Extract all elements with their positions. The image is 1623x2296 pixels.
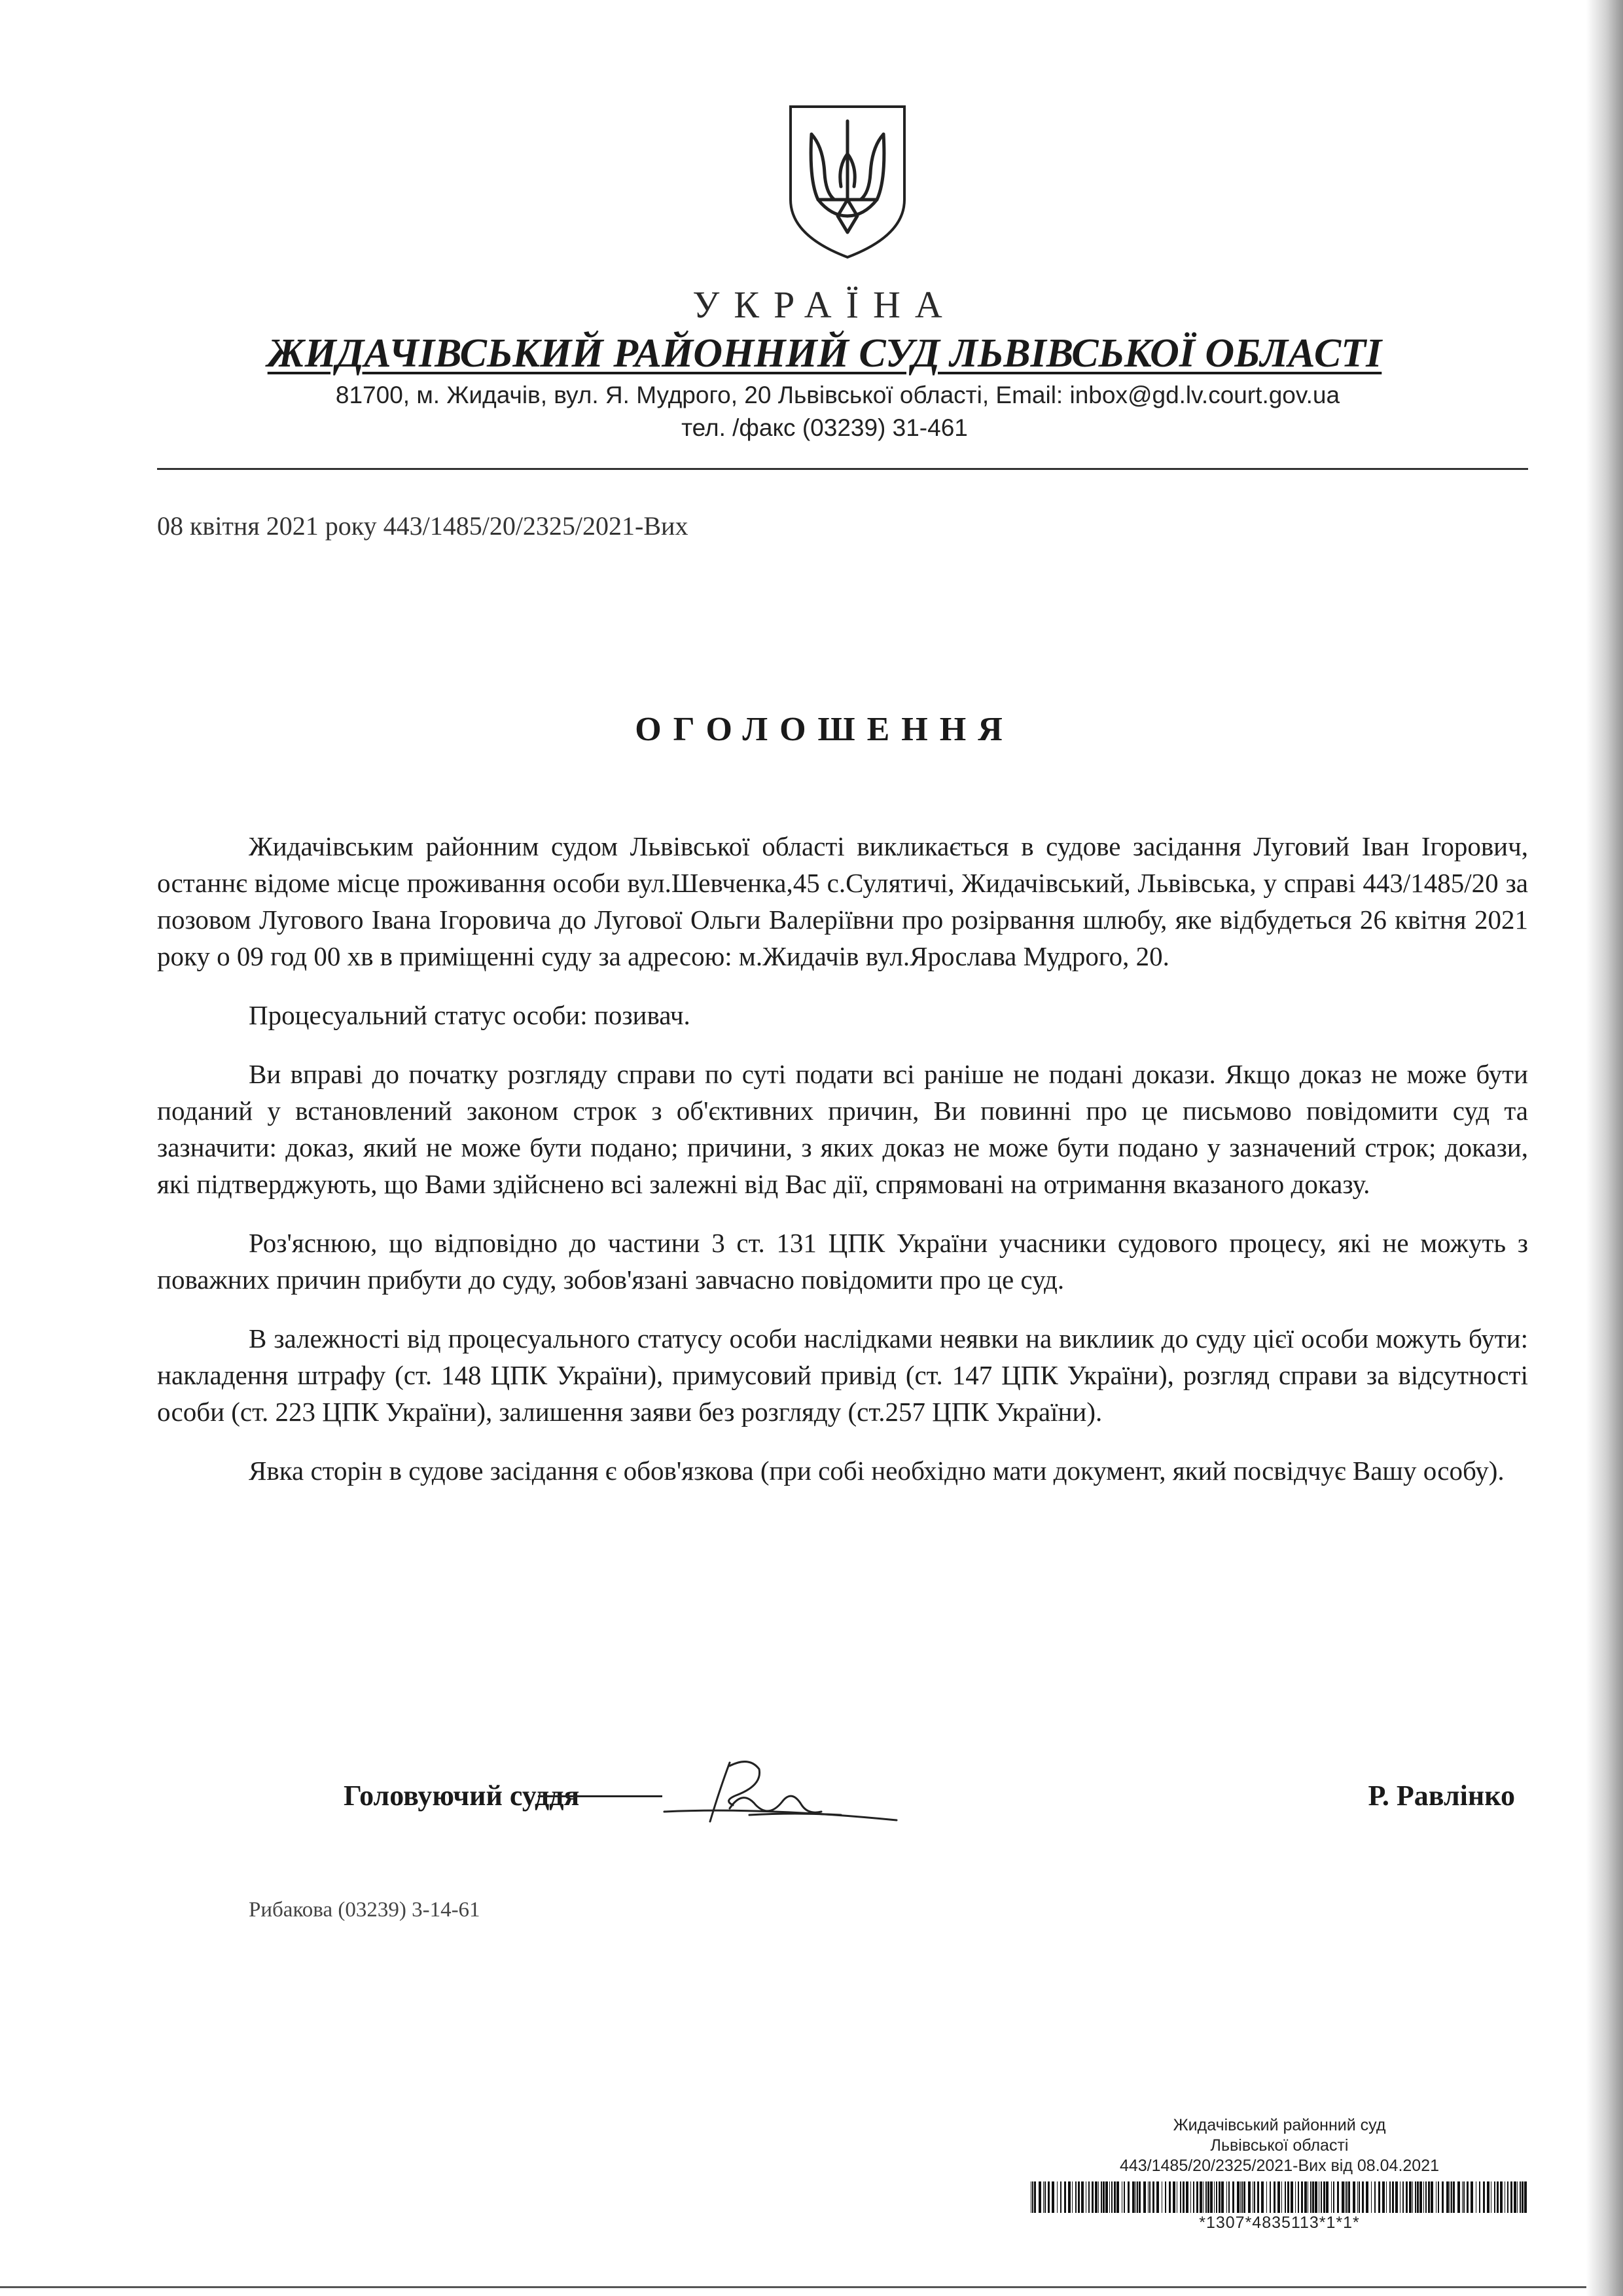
barcode-bar: [1353, 2181, 1355, 2213]
barcode-bar: [1479, 2181, 1480, 2213]
barcode-bar: [1315, 2181, 1317, 2213]
barcode-bar: [1169, 2181, 1171, 2213]
paragraph-consequences: В залежності від процесуального статусу особи наслідками неявки на виклиик до суду цієї особи можуть бути: накладення штрафу (ст. 148 ЦПК України), примусовий привід (ст. 147 ЦПК України), розгляд справи за відсутності особи (ст. 223 ЦПК України), залишення заяви без розгляду (ст.257 ЦПК України).: [157, 1323, 1528, 1427]
barcode-bar: [1088, 2181, 1090, 2213]
court-address: 81700, м. Жидачів, вул. Я. Мудрого, 20 Львівської області, Email: inbox@gd.lv.court.gov.ua: [335, 382, 1340, 408]
barcode-bar: [1337, 2181, 1339, 2213]
barcode-bar: [1210, 2181, 1213, 2213]
barcode-bar: [1494, 2181, 1495, 2213]
barcode-bar: [1374, 2181, 1376, 2213]
barcode-bar: [1392, 2181, 1394, 2213]
barcode-bar: [1057, 2181, 1058, 2213]
barcode-bar: [1295, 2181, 1296, 2213]
barcode-bar: [1261, 2181, 1264, 2213]
barcode-bar: [1467, 2181, 1469, 2213]
barcode-bar: [1522, 2181, 1524, 2213]
barcode-bar: [1143, 2181, 1146, 2213]
barcode-bar: [1156, 2181, 1159, 2213]
barcode-bar: [1463, 2181, 1465, 2213]
barcode-bar: [1237, 2181, 1240, 2213]
barcode-bar: [1417, 2181, 1419, 2213]
barcode-bar: [1098, 2181, 1099, 2213]
barcode-bar: [1462, 2181, 1463, 2213]
barcode-bar: [1274, 2181, 1275, 2213]
barcode-bar: [1277, 2181, 1280, 2213]
barcode-bar: [1116, 2181, 1119, 2213]
paragraph-summons: Жидачівським районним судом Львівської області викликається в судове засідання Луговий Іван Ігорович, останнє відоме місце проживання особи вул.Шевченка,45 с.Сулятичі, Жидачівський, Львівська, у справі 443/1485/20 за позовом Лугового Івана Ігоровича до Лугової Ольги Валеріївни про розірвання шлюбу, яке відбудеться 26 квітня 2021 року о 09 год 00 хв в приміщенні суду за адресою: м.Жидачів вул.Ярослава Мудрого, 20.: [157, 831, 1528, 971]
barcode-bar: [1291, 2181, 1293, 2213]
barcode-bar: [1032, 2181, 1033, 2213]
barcode-bar: [1092, 2181, 1094, 2213]
barcode-bar: [1219, 2181, 1221, 2213]
barcode-bar: [1371, 2181, 1372, 2213]
barcode-bar: [1105, 2181, 1108, 2213]
barcode-bar: [1149, 2181, 1150, 2213]
barcode-bar: [1406, 2181, 1408, 2213]
paragraph-notice: Роз'яснюю, що відповідно до частини 3 ст. 131 ЦПК України учасники судового процесу, які не можуть з поважних причин прибути до суду, зобов'язані завчасно повідомити про це суд.: [157, 1228, 1528, 1295]
barcode-bar: [1200, 2181, 1202, 2213]
barcode-bar: [1451, 2181, 1452, 2213]
barcode-bar: [1425, 2181, 1427, 2213]
barcode-bar: [1183, 2181, 1185, 2213]
barcode-bar: [1487, 2181, 1489, 2213]
barcode-bar: [1060, 2181, 1061, 2213]
barcode-bar: [1124, 2181, 1125, 2213]
country-heading: УКРАЇНА: [692, 283, 957, 326]
barcode-bar: [1345, 2181, 1346, 2213]
barcode-bar: [1359, 2181, 1360, 2213]
barcode-bar: [1342, 2181, 1344, 2213]
barcode-bar: [1357, 2181, 1358, 2213]
barcode-bar: [1132, 2181, 1135, 2213]
registration-stamp: [1021, 2115, 1538, 2233]
barcode-bar: [1333, 2181, 1334, 2213]
barcode-bar: [1483, 2181, 1485, 2213]
court-phone: тел. /факс (03239) 31-461: [681, 414, 968, 441]
barcode-bar: [1190, 2181, 1191, 2213]
barcode-bar: [1043, 2181, 1044, 2213]
scan-bottom-edge: [0, 2286, 1586, 2288]
barcode-bar: [1257, 2181, 1259, 2213]
barcode-bar: [1186, 2181, 1188, 2213]
barcode-bar: [1137, 2181, 1138, 2213]
barcode-bar: [1228, 2181, 1230, 2213]
barcode-bar: [1270, 2181, 1271, 2213]
barcode-bar: [1052, 2181, 1054, 2213]
barcode-bar: [1034, 2181, 1036, 2213]
barcode-bar: [1500, 2181, 1503, 2213]
barcode-bar: [1428, 2181, 1430, 2213]
barcode-bar: [1240, 2181, 1241, 2213]
barcode-bar: [1419, 2181, 1422, 2213]
barcode-bar: [1196, 2181, 1198, 2213]
barcode-bar: [1241, 2181, 1243, 2213]
barcode-bar: [1152, 2181, 1154, 2213]
header-divider: [157, 468, 1528, 470]
barcode-bar: [1497, 2181, 1499, 2213]
barcode-bar: [1395, 2181, 1398, 2213]
barcode-bar: [1438, 2181, 1439, 2213]
barcode-bar: [1402, 2181, 1404, 2213]
barcode-bar: [1203, 2181, 1204, 2213]
barcode-bar: [1101, 2181, 1102, 2213]
barcode-bar: [1366, 2181, 1368, 2213]
barcode-bar: [1453, 2181, 1455, 2213]
barcode-bar: [1304, 2181, 1307, 2213]
executor-contact: Рибакова (03239) 3-14-61: [249, 1898, 480, 1922]
barcode-bar: [1114, 2181, 1116, 2213]
paragraph-evidence: Ви вправі до початку розгляду справи по суті подати всі раніше не подані докази. Якщо доказ не може бути поданий у встановлений законом строк з об'єктивних причин, Ви повинні про це письмово повідомити суд та зазначити: доказ, який не може бути подано; причини, з яких доказ не може бути подано у зазначений строк; докази, які підтверджують, що Вами здійснено всі залежні від Вас дії, спрямовані на отримання вказаного доказу.: [157, 1059, 1528, 1199]
barcode-bar: [1254, 2181, 1255, 2213]
barcode-bar: [1415, 2181, 1416, 2213]
barcode-bar: [1165, 2181, 1166, 2213]
barcode-text: *1307*4835113*1*1*: [1199, 2214, 1360, 2232]
barcode-bar: [1285, 2181, 1286, 2213]
barcode-bar: [1193, 2181, 1194, 2213]
barcode-bar: [1173, 2181, 1175, 2213]
barcode-bar: [1287, 2181, 1289, 2213]
barcode-bar: [1471, 2181, 1473, 2213]
barcode-bar: [1378, 2181, 1380, 2213]
barcode-bar: [1412, 2181, 1413, 2213]
court-name-heading: ЖИДАЧІВСЬКИЙ РАЙОННИЙ СУД ЛЬВІВСЬКОЇ ОБЛАСТІ: [267, 331, 1382, 376]
barcode-bar: [1457, 2181, 1460, 2213]
trident-coat-of-arms-icon: [785, 101, 910, 262]
stamp-reference: 443/1485/20/2325/2021-Вих від 08.04.2021: [1119, 2157, 1440, 2175]
barcode-bar: [1207, 2181, 1209, 2213]
barcode-bar: [1216, 2181, 1217, 2213]
judge-name: Р. Равлінко: [1368, 1780, 1515, 1812]
document-body: [157, 828, 1528, 1511]
paragraph-status: Процесуальний статус особи: позивач.: [249, 1000, 690, 1030]
signature-block: [344, 1779, 1515, 1838]
barcode-bar: [1048, 2181, 1050, 2213]
barcode-bar: [1103, 2181, 1105, 2213]
barcode-bar: [1232, 2181, 1234, 2213]
barcode-bar: [1507, 2181, 1508, 2213]
stamp-court-name: Жидачівський районний суд: [1173, 2116, 1386, 2134]
barcode-bar: [1362, 2181, 1364, 2213]
barcode-bar: [1346, 2181, 1347, 2213]
signature-title: Головуючий суддя: [344, 1780, 580, 1812]
barcode-bar: [1248, 2181, 1251, 2213]
barcode-bar: [1298, 2181, 1299, 2213]
barcode-bar: [1075, 2181, 1077, 2213]
barcode-bar: [1331, 2181, 1332, 2213]
barcode-bar: [1321, 2181, 1322, 2213]
barcode-bar: [1442, 2181, 1444, 2213]
barcode-bar: [1323, 2181, 1325, 2213]
barcode-bar: [1510, 2181, 1512, 2213]
barcode-bar: [1446, 2181, 1449, 2213]
barcode-bar: [1524, 2181, 1527, 2213]
barcode-bar: [1409, 2181, 1412, 2213]
barcode-bar: [1111, 2181, 1113, 2213]
barcode-bar: [1312, 2181, 1314, 2213]
barcode-bar: [1205, 2181, 1207, 2213]
barcode-bar: [1221, 2181, 1224, 2213]
barcode-bar: [1386, 2181, 1387, 2213]
barcode-icon: [1031, 2181, 1528, 2213]
barcode-bar: [1044, 2181, 1046, 2213]
barcode-bar: [1266, 2181, 1267, 2213]
barcode-bar: [1139, 2181, 1141, 2213]
barcode-bar: [1226, 2181, 1227, 2213]
barcode-bar: [1180, 2181, 1181, 2213]
barcode-bar: [1281, 2181, 1282, 2213]
barcode-bar: [1301, 2181, 1303, 2213]
barcode-bar: [1431, 2181, 1433, 2213]
barcode-bar: [1148, 2181, 1149, 2213]
barcode-bar: [1078, 2181, 1080, 2213]
barcode-bar: [1389, 2181, 1391, 2213]
barcode-bar: [1214, 2181, 1215, 2213]
barcode-bar: [1081, 2181, 1084, 2213]
outgoing-reference: 08 квітня 2021 року 443/1485/20/2325/2021-Вих: [157, 511, 688, 541]
barcode-bar: [1517, 2181, 1518, 2213]
paragraph-attendance: Явка сторін в судове засідання є обов'язкова (при собі необхідно мати документ, який посвідчує Вашу особу).: [249, 1456, 1505, 1486]
barcode-bar: [1514, 2181, 1516, 2213]
barcode-bar: [1068, 2181, 1071, 2213]
barcode-bar: [1072, 2181, 1073, 2213]
barcode-bar: [1109, 2181, 1110, 2213]
barcode-bar: [1135, 2181, 1136, 2213]
stamp-region: Львівської області: [1210, 2136, 1349, 2155]
barcode-bar: [1095, 2181, 1097, 2213]
barcode-bar: [1348, 2181, 1350, 2213]
barcode-bar: [1326, 2181, 1329, 2213]
barcode-bar: [1064, 2181, 1066, 2213]
barcode-bar: [1128, 2181, 1130, 2213]
barcode-bar: [1382, 2181, 1385, 2213]
handwritten-signature: [533, 1749, 900, 1835]
barcode-bar: [1039, 2181, 1041, 2213]
barcode-bar: [1310, 2181, 1311, 2213]
barcode-bar: [1423, 2181, 1424, 2213]
barcode-bar: [1520, 2181, 1521, 2213]
barcode-bar: [1243, 2181, 1245, 2213]
document-title: ОГОЛОШЕННЯ: [635, 711, 1014, 748]
